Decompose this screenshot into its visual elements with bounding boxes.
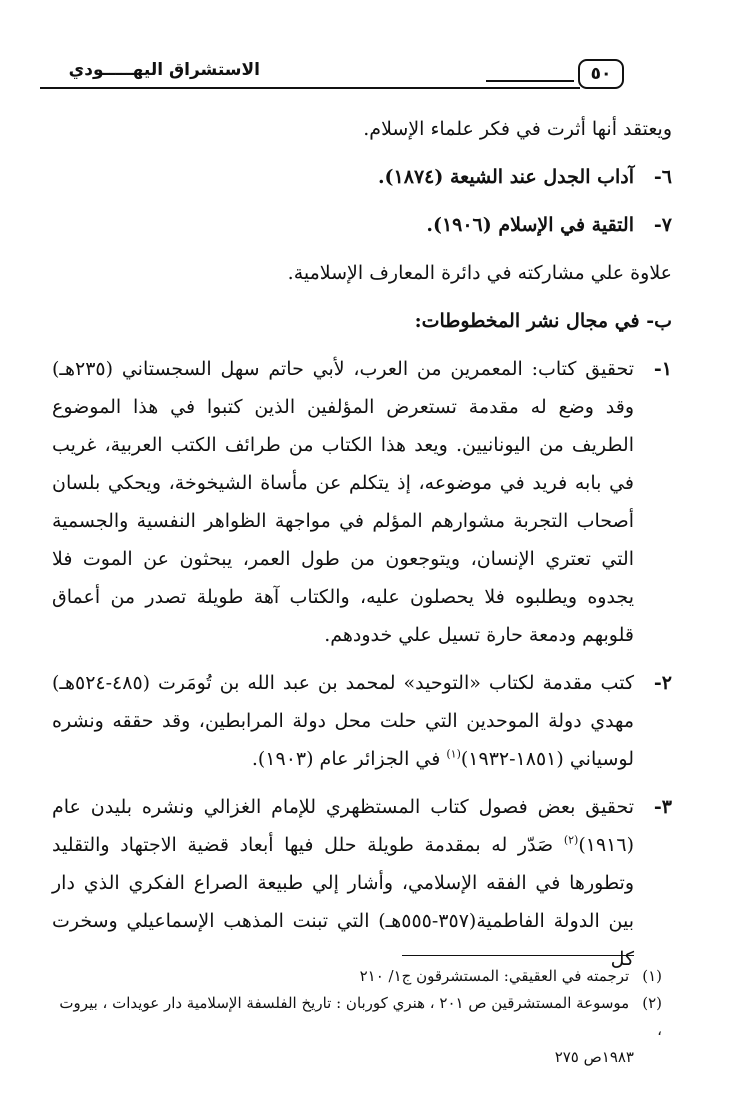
- page-number: ٥٠: [578, 59, 624, 89]
- footnote-ref: (١): [446, 747, 461, 761]
- section-heading: ب- في مجال نشر المخطوطات:: [414, 310, 672, 332]
- item-text: [52, 788, 634, 978]
- footnote-text: ترجمته في العقيقي: المستشرقون ج١/ ٢١٠: [359, 967, 630, 985]
- footnote-text: موسوعة المستشرقين ص ٢٠١ ، هنري كوربان : تاريخ الفلسفة الإسلامية دار عويدات ، بيروت ،: [59, 994, 662, 1039]
- header-rule-short: [486, 80, 574, 82]
- item-number: ١-: [653, 358, 672, 380]
- footnote: [52, 990, 662, 1044]
- footnote-rule: [402, 955, 634, 956]
- manuscript-item-1: [52, 350, 672, 654]
- item-text: التقية في الإسلام (١٩٠٦).: [426, 214, 634, 236]
- manuscript-item-2: [52, 664, 672, 778]
- item-number: ٦-: [653, 166, 672, 188]
- item-number: ٧-: [653, 214, 672, 236]
- manuscript-item-3: [52, 788, 672, 978]
- footnote-number: (١): [642, 967, 662, 985]
- footnote-ref: (٢): [563, 833, 579, 847]
- footnote-number: (٢): [642, 994, 662, 1012]
- footnote: [52, 963, 662, 990]
- item-text: آداب الجدل عند الشيعة (١٨٧٤).: [377, 166, 634, 188]
- list-item: [52, 206, 672, 244]
- item-number: ٣-: [653, 796, 672, 818]
- item-text-part: تحقيق بعض فصول كتاب المستظهري للإمام الغزالي ونشره بليدن عام (١٩١٦): [52, 796, 634, 856]
- item-text-part: في الجزائر عام (١٩٠٣).: [251, 748, 447, 770]
- item-text-part: صَدّر له بمقدمة طويلة حلل فيها أبعاد قضية الاجتهاد والتقليد وتطورها في الفقه الإسلامي، وأشار إلي طبيعة الصراع الفكري الذي دار بين الدولة الفاطمية(٣٥٧-٥٥٥هـ) التي تبنت المذهب الإسماعيلي وسخرت كل: [52, 834, 634, 970]
- item-number: ٢-: [653, 672, 672, 694]
- item-text-part: كتب مقدمة لكتاب «التوحيد» لمحمد بن عبد الله بن تُومَرت (٤٨٥-٥٢٤هـ) مهدي دولة الموحدين التي حلت محل دولة المرابطين، وقد حققه ونشره لوسياني (١٨٥١-١٩٣٢): [52, 672, 634, 770]
- footnote-continuation: ١٩٨٣ص ٢٧٥: [554, 1048, 634, 1066]
- encyclopedia-note: علاوة علي مشاركته في دائرة المعارف الإسلامية.: [287, 262, 672, 284]
- footnotes: [52, 963, 662, 1071]
- running-title: الاستشراق اليهـــــودي: [68, 60, 260, 80]
- header-rule: [40, 87, 580, 89]
- list-item: [52, 158, 672, 196]
- intro-sentence: ويعتقد أنها أثرت في فكر علماء الإسلام.: [363, 118, 672, 140]
- item-text: تحقيق كتاب: المعمرين من العرب، لأبي حاتم سهل السجستاني (٢٣٥هـ) وقد وضع له مقدمة تستعرض المؤلفين الذين كتبوا في هذا الموضوع الطريف من اليونانيين. ويعد هذا الكتاب من طرائف الكتب العربية، غريب في بابه فريد في موضوعه، إذ يتكلم عن مأساة الشيخوخة، ويحكي بلسان أصحاب التجربة مشوارهم المؤلم في مواجهة الظواهر النفسية والجسمية التي تعتري الإنسان، ويتوجعون من طول العمر، يبحثون عن الموت فلا يجدوه ويطلبوه فلا يحصلون عليه، والكتاب آهة طويلة تصدر من أعماق قلوبهم ودمعة حارة تسيل علي خدودهم.: [52, 358, 634, 646]
- item-text: [52, 664, 634, 778]
- body-text: [52, 110, 672, 978]
